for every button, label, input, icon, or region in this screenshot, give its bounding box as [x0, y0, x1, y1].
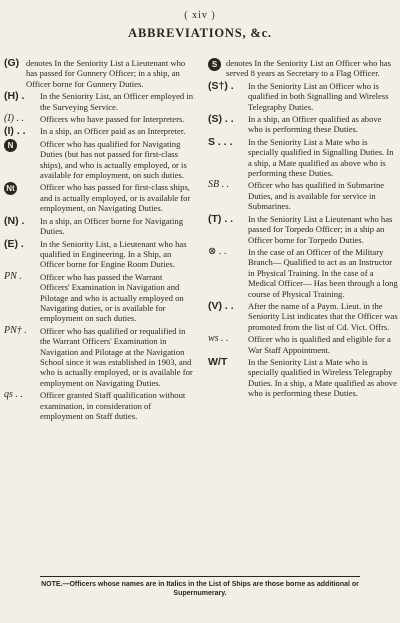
abbreviation-symbol: (N) .: [4, 214, 25, 227]
abbreviation-entry: [4, 182, 194, 213]
circled-symbol: Nt: [4, 182, 17, 195]
footer-rule: [40, 576, 360, 577]
abbreviation-entry: [208, 334, 398, 355]
abbreviation-definition: Officer who has passed the Warrant Officers' Examination in Navigation and Pilotage and who is actually employed on Navigating duties, or is available for employment on such duties.: [40, 271, 184, 324]
abbreviation-definition: In a ship, an Officer paid as an Interpreter.: [40, 126, 186, 137]
right-column: [208, 58, 398, 401]
abbreviation-definition: denotes In the Seniority List a Lieutenant who has passed for Gunnery Officer; in a ship, an Officer borne for Gunnery Duties.: [26, 58, 186, 89]
left-column: [4, 58, 194, 423]
abbreviation-symbol: (H) .: [4, 90, 25, 103]
abbreviation-definition: In the case of an Officer of the Military Branch— Qualified to act as an Instructor in Physical Training. In the case of a Medical Officer— Has been through a long course of Physical Training.: [248, 246, 398, 299]
abbreviation-symbol: SB . .: [208, 179, 230, 191]
abbreviation-symbol: [4, 139, 40, 152]
abbreviation-entry: [208, 81, 398, 112]
abbreviation-definition: In a ship, an Officer qualified as above who is performing these Duties.: [248, 114, 382, 135]
abbreviation-symbol: PN† .: [4, 324, 27, 336]
abbreviation-symbol: ⊗ . .: [208, 245, 227, 257]
abbreviation-entry: [4, 126, 194, 136]
abbreviation-definition: Officer who is qualified and eligible for a War Staff Appointment.: [248, 334, 391, 355]
abbreviation-definition: Officer granted Staff qualification without examination, in consideration of employment on Staff duties.: [40, 390, 186, 421]
abbreviation-entry: [4, 326, 194, 388]
abbreviation-entry: [4, 239, 194, 270]
abbreviation-definition: Officer who has qualified for Navigating Duties (but has not passed for first-class ships), and who is actually employed, or is available for employment, on such duties.: [40, 138, 187, 181]
abbreviation-entry: [208, 357, 398, 399]
abbreviation-definition: In the Seniority List a Mate who is specially qualified in Signalling Duties. In a ship, a Mate qualified as above who is performing these Duties.: [248, 136, 394, 179]
abbreviation-entry: [208, 58, 398, 79]
abbreviation-definition: After the name of a Paym. Lieut. in the Seniority List indicates that the Officer was promoted from the list of Cd. Vict. Offrs.: [248, 300, 398, 332]
abbreviation-symbol: (E) .: [4, 237, 24, 250]
abbreviation-definition: In a ship, an Officer borne for Navigating Duties.: [40, 215, 184, 237]
abbreviation-entry: [4, 216, 194, 237]
abbreviation-symbol: (I) . .: [4, 113, 24, 125]
footer-note: NOTE.—Officers whose names are in Italics in the List of Ships are those borne as additional or Supernumerary.: [41, 581, 359, 597]
abbreviation-symbol: (I) . .: [4, 125, 26, 138]
abbreviation-entry: [4, 91, 194, 112]
abbreviation-entry: [4, 114, 194, 124]
abbreviation-entry: [208, 301, 398, 332]
abbreviation-symbol: W/T: [208, 355, 228, 368]
abbreviation-entry: [4, 272, 194, 324]
abbreviation-entry: [208, 114, 398, 135]
abbreviation-entry: [208, 214, 398, 245]
abbreviation-symbol: PN .: [4, 270, 22, 282]
abbreviation-symbol: [4, 182, 40, 195]
abbreviation-definition: Officer who has qualified in Submarine Duties, and is available for service in Submarines.: [248, 180, 385, 212]
abbreviation-entry: [4, 139, 194, 181]
abbreviation-symbol: (S†) .: [208, 79, 234, 92]
abbreviation-symbol: (G): [4, 57, 20, 69]
abbreviation-symbol: (T) . .: [208, 212, 234, 225]
abbreviation-symbol: qs . .: [4, 389, 23, 401]
abbreviation-symbol: [208, 58, 226, 71]
abbreviation-definition: In the Seniority List an Officer who is qualified in both Signalling and Wireless Telegraphy Duties.: [248, 80, 389, 112]
abbreviation-entry: [208, 180, 398, 211]
abbreviation-symbol: (S) . .: [208, 113, 234, 126]
abbreviation-definition: In the Seniority List a Lieutenant who has passed for Torpedo Officer; in a ship an Officer borne for Torpedo Duties.: [248, 213, 393, 245]
abbreviation-entry: [208, 137, 398, 179]
abbreviation-definition: Officer who has passed for first-class ships, and is actually employed, or is available for employment, on Navigating Duties.: [40, 182, 191, 214]
circled-symbol: N: [4, 139, 17, 152]
abbreviation-definition: Officer who has qualified or requalified in the Warrant Officers' Examination in Navigation and Pilotage at the Navigation School since it was established in 1903, and who is actually employed, or is available for employment on Navigating Duties.: [40, 325, 193, 388]
abbreviation-entry: [208, 247, 398, 299]
abbreviation-entry: [4, 58, 194, 89]
abbreviation-definition: Officers who have passed for Interpreters.: [40, 114, 185, 125]
abbreviation-definition: In the Seniority List, a Lieutenant who has qualified in Engineering. In a Ship, an Officer borne for Engine Room Duties.: [40, 238, 187, 270]
abbreviation-definition: denotes In the Seniority List an Officer who has served 8 years as Secretary to a Flag Officer.: [226, 58, 391, 79]
abbreviation-symbol: ws . .: [208, 333, 229, 345]
abbreviation-definition: In the Seniority List a Mate who is specially qualified in Wireless Telegraphy Duties. In a ship, a Mate qualified as above who is performing these Duties.: [248, 356, 397, 399]
abbreviation-symbol: (V) . .: [208, 299, 234, 312]
abbreviation-entry: [4, 390, 194, 421]
circled-symbol: S: [208, 58, 221, 71]
page-title: ABBREVIATIONS, &c.: [128, 26, 272, 40]
abbreviation-definition: In the Seniority List, an Officer employed in the Surveying Service.: [40, 91, 194, 112]
page-number: ( xiv ): [184, 10, 216, 21]
abbreviation-symbol: S . . .: [208, 135, 233, 148]
